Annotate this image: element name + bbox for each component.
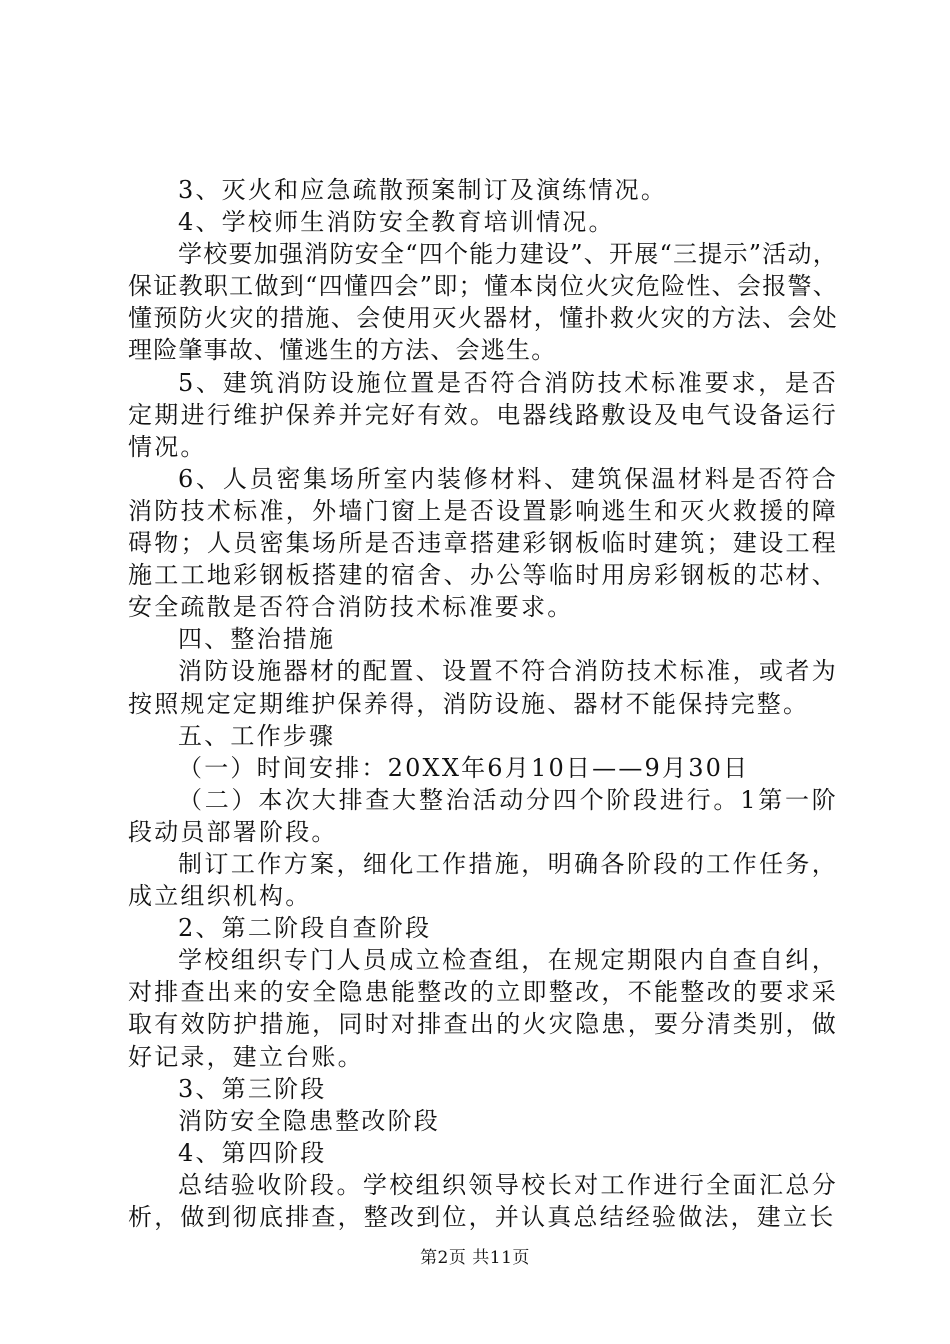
paragraph-facilities: 5、建筑消防设施位置是否符合消防技术标准要求，是否定期进行维护保养并完好有效。电器线路敷设及电气设备运行情况。 <box>128 368 838 461</box>
paragraph-self-check: 学校组织专门人员成立检查组，在规定期限内自查自纠，对排查出来的安全隐患能整改的立即整改，不能整改的要求采取有效防护措施，同时对排查出的火灾隐患，要分清类别，做好记录，建立台账。 <box>128 946 838 1071</box>
paragraph-schedule: （一）时间安排：20XX年6月10日——9月30日 <box>178 753 750 782</box>
stage-heading-self-check: 2、第二阶段自查阶段 <box>178 914 432 943</box>
paragraph-rectification: 消防安全隐患整改阶段 <box>178 1106 440 1135</box>
section-heading-measures: 四、整治措施 <box>178 625 336 654</box>
paragraph-four-capabilities: 学校要加强消防安全“四个能力建设”、开展“三提示”活动，保证教职工做到“四懂四会”即；懂本岗位火灾危险性、会报警、懂预防火灾的措施、会使用灭火器材，懂扑救火灾的方法、会处理险肇事故、懂逃生的方法、会逃生。 <box>128 240 838 365</box>
document-body <box>128 174 838 1233</box>
stage-heading-fourth: 4、第四阶段 <box>178 1138 327 1167</box>
stage-heading-third: 3、第三阶段 <box>178 1074 327 1103</box>
paragraph-four-stages: （二）本次大排查大整治活动分四个阶段进行。1第一阶段动员部署阶段。 <box>128 785 838 846</box>
paragraph-training: 4、学校师生消防安全教育培训情况。 <box>178 208 615 237</box>
paragraph-materials: 6、人员密集场所室内装修材料、建筑保温材料是否符合消防技术标准，外墙门窗上是否设置影响逃生和灭火救援的障碍物；人员密集场所是否违章搭建彩钢板临时建筑；建设工程施工工地彩钢板搭建的宿舍、办公等临时用房彩钢板的芯材、安全疏散是否符合消防技术标准要求。 <box>128 464 838 622</box>
paragraph-measures: 消防设施器材的配置、设置不符合消防技术标准，或者为按照规定定期维护保养得，消防设施、器材不能保持完整。 <box>128 657 838 718</box>
paragraph-drill-plan: 3、灭火和应急疏散预案制订及演练情况。 <box>178 176 668 204</box>
paragraph-plan: 制订工作方案，细化工作措施，明确各阶段的工作任务，成立组织机构。 <box>128 849 838 911</box>
section-heading-steps: 五、工作步骤 <box>178 721 336 750</box>
page-number-footer: 第2页 共11页 <box>420 1248 530 1268</box>
paragraph-summary: 总结验收阶段。学校组织领导校长对工作进行全面汇总分析，做到彻底排查，整改到位，并认真总结经验做法，建立长 <box>128 1170 838 1231</box>
